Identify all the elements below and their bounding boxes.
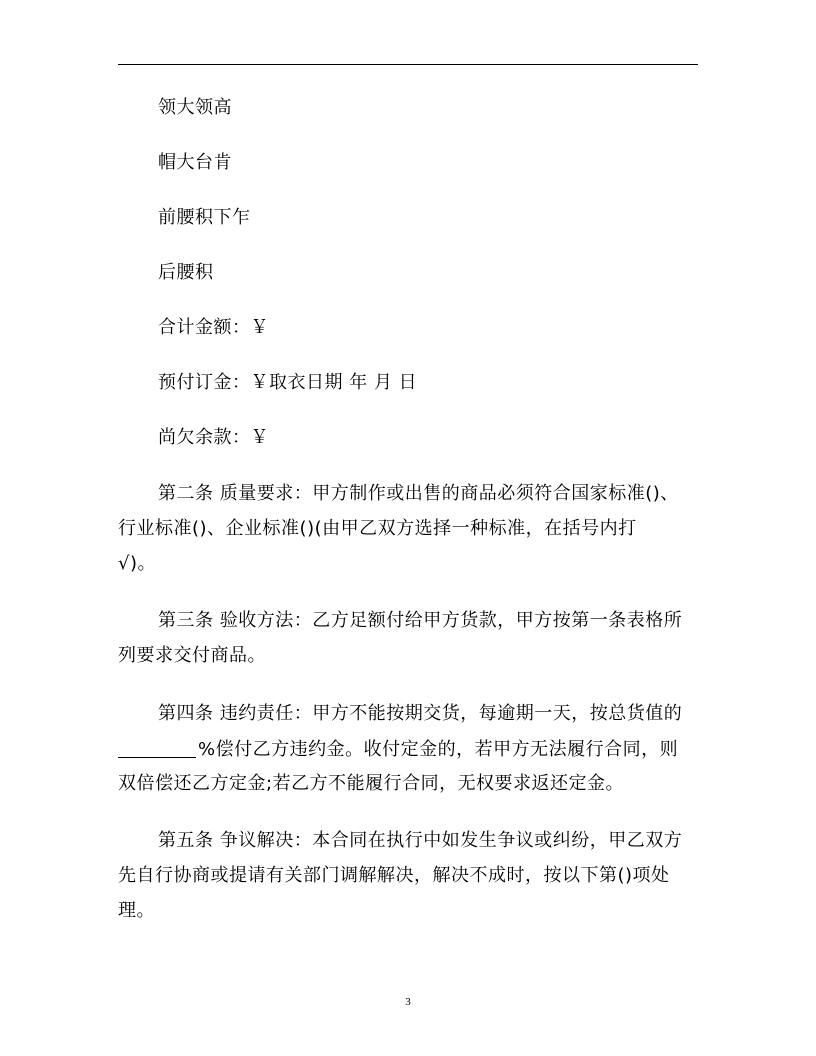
article5-line2: 先自行协商或提请有关部门调解解决，解决不成时，按以下第()项处: [118, 865, 670, 886]
balance-due: 尚欠余款：￥: [158, 427, 269, 448]
item-collar: 领大领高: [158, 97, 232, 118]
article4-line2: [118, 739, 698, 760]
article5-line3: 理。: [118, 900, 155, 921]
item-front-waist: 前腰积下乍: [158, 207, 251, 228]
article4-line3: 双倍偿还乙方定金;若乙方不能履行合同，无权要求返还定金。: [118, 773, 625, 794]
page-number: 3: [405, 996, 411, 1008]
total-amount: 合计金额：￥: [158, 317, 269, 338]
article4-line2-text: %偿付乙方违约金。收付定金的，若甲方无法履行合同，则: [198, 739, 679, 760]
article4-line1: 第四条 违约责任：甲方不能按期交货，每逾期一天，按总货值的: [158, 703, 683, 724]
penalty-rate-blank: [118, 739, 196, 758]
article2-line2: 行业标准()、企业标准()(由甲乙双方选择一种标准，在括号内打: [118, 518, 637, 539]
article3-line2: 列要求交付商品。: [118, 645, 266, 666]
article2-line3: √)。: [118, 553, 156, 574]
header-rule: [118, 64, 698, 65]
article5-line1: 第五条 争议解决：本合同在执行中如发生争议或纠纷，甲乙双方: [158, 830, 683, 851]
deposit-and-pickup-date: 预付订金：￥取衣日期 年 月 日: [158, 372, 418, 393]
article2-line1: 第二条 质量要求：甲方制作或出售的商品必须符合国家标准()、: [158, 483, 679, 504]
item-back-waist: 后腰积: [158, 262, 214, 283]
article3-line1: 第三条 验收方法：乙方足额付给甲方货款，甲方按第一条表格所: [158, 610, 683, 631]
item-hat: 帽大台肯: [158, 152, 232, 173]
